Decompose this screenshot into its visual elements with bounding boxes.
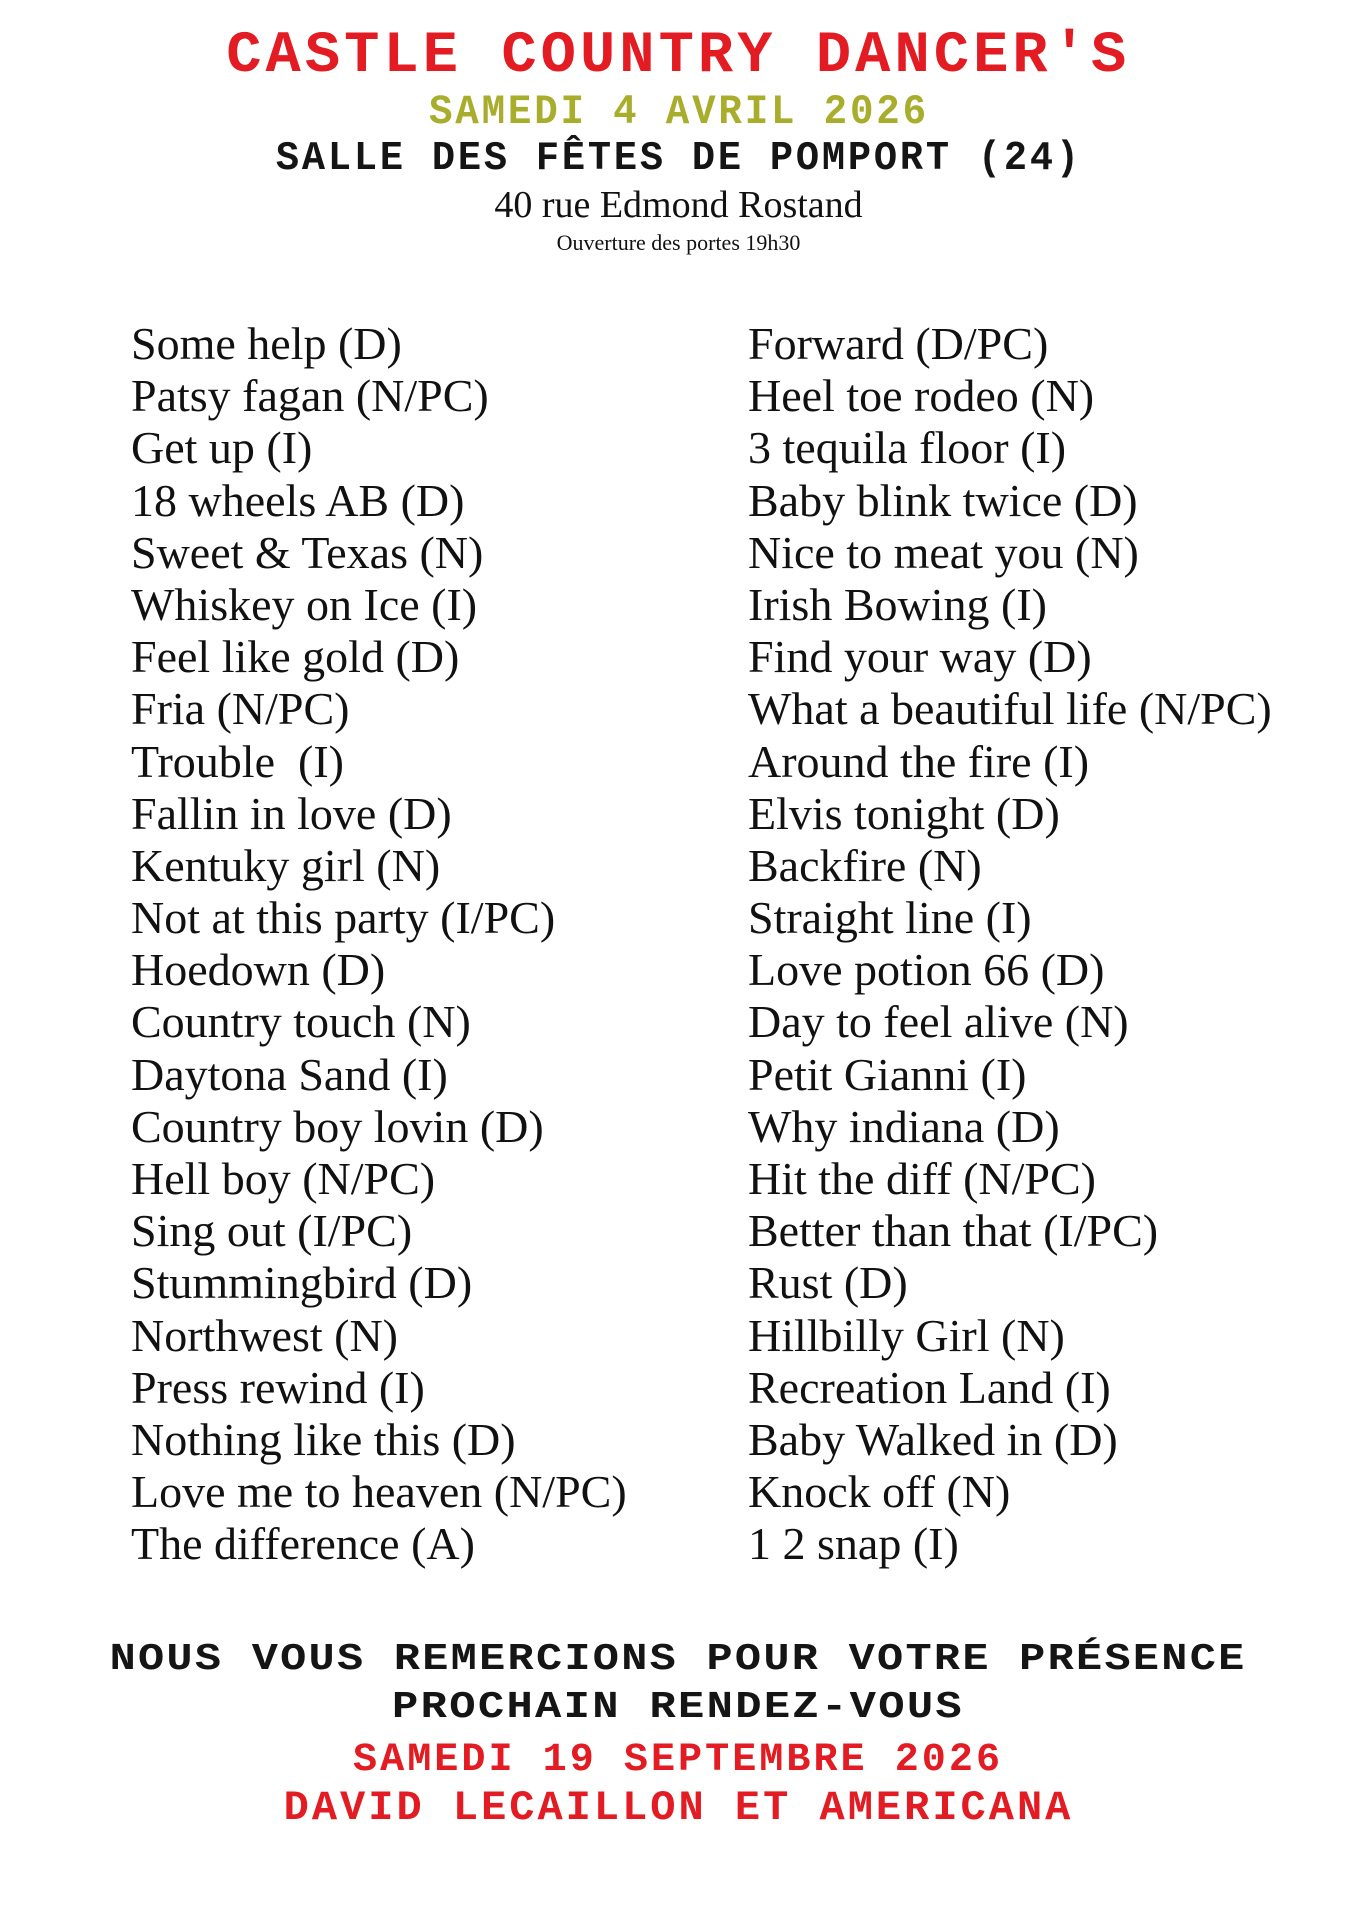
dance-item: Nice to meat you (N): [748, 526, 1139, 578]
dance-item: Get up (I): [131, 422, 313, 474]
dance-item: Rust (D): [748, 1257, 908, 1309]
dance-item: Recreation Land (I): [748, 1361, 1111, 1413]
next-event-date-line: [0, 1738, 1357, 1783]
dance-item: 1 2 snap (I): [748, 1518, 959, 1570]
dance-item: Knock off (N): [748, 1466, 1011, 1518]
dance-item: Hell boy (N/PC): [131, 1153, 436, 1204]
dance-item: Heel toe rodeo (N): [748, 370, 1095, 422]
event-title-line: [0, 24, 1357, 89]
dance-item: Patsy fagan (N/PC): [131, 370, 489, 422]
dance-item: The difference (A): [131, 1518, 475, 1570]
dance-item: Petit Gianni (I): [748, 1048, 1027, 1100]
event-venue-line: [0, 136, 1357, 182]
dance-item: Country boy lovin (D): [131, 1100, 544, 1152]
dance-list-right: [748, 318, 1348, 1571]
dance-item: Not at this party (I/PC): [131, 892, 556, 944]
thanks-line: [0, 1638, 1357, 1681]
dance-item: 18 wheels AB (D): [131, 474, 465, 526]
dance-item: Sing out (I/PC): [131, 1205, 413, 1257]
dance-list-left: [131, 318, 731, 1571]
dance-item: Forward (D/PC): [748, 318, 1049, 369]
dance-item: Fallin in love (D): [131, 787, 452, 839]
dance-item: Nothing like this (D): [131, 1413, 516, 1465]
dance-item: Backfire (N): [748, 839, 982, 891]
dance-item: Hillbilly Girl (N): [748, 1309, 1065, 1361]
dance-item: Baby Walked in (D): [748, 1413, 1118, 1465]
dance-item: Kentuky girl (N): [131, 839, 441, 891]
thanks-message: NOUS VOUS REMERCIONS POUR VOTRE PRÉSENCE: [109, 1638, 1248, 1681]
event-title: CASTLE COUNTRY DANCER'S: [226, 24, 1131, 89]
next-event-date: SAMEDI 19 SEPTEMBRE 2026: [353, 1738, 1004, 1783]
dance-item: Daytona Sand (I): [131, 1048, 448, 1100]
dance-item: Around the fire (I): [748, 735, 1090, 787]
dance-item: Fria (N/PC): [131, 683, 350, 735]
dance-item: Love potion 66 (D): [748, 944, 1105, 996]
dance-item: Hoedown (D): [131, 944, 386, 996]
dance-item: Baby blink twice (D): [748, 474, 1138, 526]
event-date-line: [0, 88, 1357, 136]
doors-opening-time: Ouverture des portes 19h30: [556, 230, 801, 255]
next-event-label-line: [0, 1686, 1357, 1729]
event-date: SAMEDI 4 AVRIL 2026: [428, 88, 929, 136]
dance-item: Irish Bowing (I): [748, 578, 1047, 630]
dance-item: Whiskey on Ice (I): [131, 578, 478, 630]
dance-item: Feel like gold (D): [131, 631, 460, 683]
dance-item: Elvis tonight (D): [748, 787, 1060, 839]
dance-item: Stummingbird (D): [131, 1257, 473, 1309]
dance-item: Trouble (I): [131, 735, 344, 787]
dance-item: Sweet & Texas (N): [131, 526, 484, 578]
dance-item: What a beautiful life (N/PC): [748, 683, 1272, 735]
dance-item: Northwest (N): [131, 1309, 398, 1361]
next-event-band: DAVID LECAILLON ET AMERICANA: [283, 1784, 1074, 1832]
dance-item: Hit the diff (N/PC): [748, 1153, 1096, 1204]
event-venue: SALLE DES FÊTES DE POMPORT (24): [275, 136, 1082, 182]
dance-item: Find your way (D): [748, 631, 1092, 683]
next-event-label: PROCHAIN RENDEZ-VOUS: [392, 1686, 965, 1729]
dance-item: Love me to heaven (N/PC): [131, 1466, 627, 1518]
dance-item: 3 tequila floor (I): [748, 422, 1067, 474]
dance-item: Day to feel alive (N): [748, 996, 1129, 1048]
dance-item: Country touch (N): [131, 996, 471, 1048]
dance-item: Some help (D): [131, 318, 402, 369]
dance-item: Press rewind (I): [131, 1361, 425, 1413]
dance-item: Better than that (I/PC): [748, 1205, 1159, 1257]
dance-item: Straight line (I): [748, 892, 1032, 944]
next-event-band-line: [0, 1784, 1357, 1832]
event-address: 40 rue Edmond Rostand: [494, 184, 863, 226]
dance-item: Why indiana (D): [748, 1100, 1060, 1152]
